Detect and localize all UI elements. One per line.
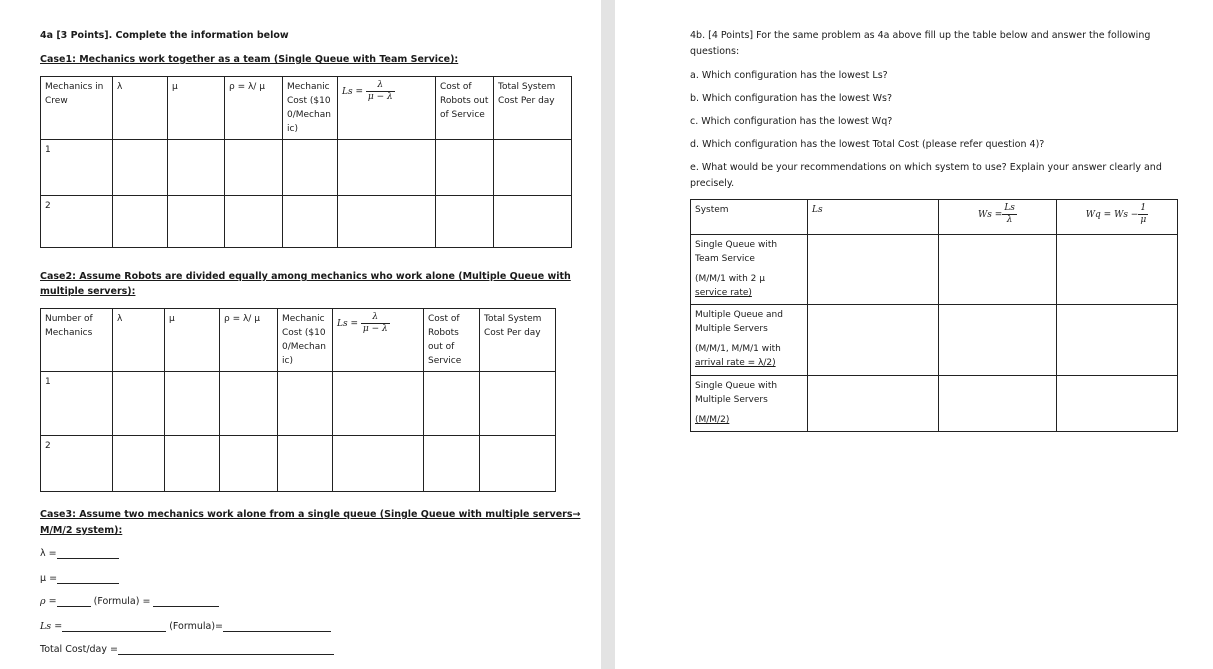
case2-cell [424, 436, 480, 492]
case2-heading-line2: multiple servers): [40, 286, 136, 297]
system-line3: (M/M/1, M/M/1 with [695, 344, 781, 354]
case3-lambda-line [40, 548, 119, 559]
case1-header-total-cost: Total System Cost Per day [494, 77, 572, 140]
case1-ls-label: Ls = [342, 87, 363, 97]
q4b-line2: questions: [690, 46, 740, 57]
case2-header-mu: μ [165, 309, 220, 372]
case3-heading-line2: M/M/2 system): [40, 525, 123, 536]
case1-header-robot-cost: Cost of Robots out of Service [436, 77, 494, 140]
total-cost-label: Total Cost/day = [40, 644, 118, 655]
q4b-line1: 4b. [4 Points] For the same problem as 4a above fill up the table below and answer the following [690, 30, 1151, 41]
system-line2: Multiple Servers [695, 395, 768, 405]
table-cell [939, 305, 1057, 376]
header-system: System [691, 200, 808, 235]
ls-numerator: λ [366, 80, 395, 92]
case2-cell [424, 372, 480, 436]
header-ls [808, 200, 939, 235]
table-cell [1057, 376, 1178, 432]
formula-blank[interactable] [153, 596, 219, 607]
ls-denominator: μ − λ [367, 92, 393, 102]
mu-label: μ = [40, 573, 58, 584]
header-ws [939, 200, 1057, 235]
case1-cell [494, 196, 572, 248]
case1-row-label: 2 [41, 196, 113, 248]
total-cost-blank[interactable] [118, 644, 334, 655]
case3-total-cost-line [40, 644, 334, 655]
case1-cell [225, 196, 283, 248]
left-page [0, 0, 601, 669]
row-system-label [691, 235, 808, 305]
case2-header-mechanic-cost: Mechanic Cost ($100/Mechanic) [278, 309, 333, 372]
question-e: e. What would be your recommendations on which system to use? Explain your answer clearly and [690, 162, 1162, 173]
case1-header-rho: ρ = λ/ μ [225, 77, 283, 140]
case1-header-lambda: λ [113, 77, 168, 140]
ws-label: Ws = [978, 210, 1003, 220]
ls-denominator: μ − λ [362, 324, 388, 334]
lambda-blank[interactable] [57, 548, 119, 559]
header-wq [1057, 200, 1178, 235]
wq-formula [1138, 203, 1148, 226]
case2-header-total-cost: Total System Cost Per day [480, 309, 556, 372]
formula2-blank[interactable] [223, 621, 331, 632]
case2-table [40, 308, 556, 492]
system-line4: arrival rate = λ/2) [695, 358, 776, 368]
table-cell [939, 376, 1057, 432]
case1-header-crew: Mechanics in Crew [41, 77, 113, 140]
case1-header-mechanic-cost: Mechanic Cost ($100/Mechanic) [283, 77, 338, 140]
ls-blank[interactable] [62, 621, 166, 632]
right-page [615, 0, 1213, 669]
wq-label: Wq = Ws − [1085, 210, 1139, 220]
case2-row-label: 2 [41, 436, 113, 492]
row-system-label [691, 376, 808, 432]
case2-cell [278, 372, 333, 436]
case1-cell [338, 140, 436, 196]
lambda-label: λ = [40, 548, 57, 559]
rho-blank[interactable] [57, 596, 91, 607]
case2-cell [113, 436, 165, 492]
case1-cell [338, 196, 436, 248]
case2-ls-label: Ls = [337, 319, 358, 329]
case2-cell [113, 372, 165, 436]
ws-numerator: Ls [1004, 203, 1015, 213]
question-c: c. Which configuration has the lowest Wq? [690, 116, 893, 127]
case3-heading-line1: Case3: Assume two mechanics work alone from a single queue (Single Queue with multiple servers→ [40, 509, 581, 520]
case1-cell [283, 196, 338, 248]
case2-cell [333, 372, 424, 436]
ws-formula [1002, 203, 1017, 226]
case1-header-mu: μ [168, 77, 225, 140]
case2-heading-line1: Case2: Assume Robots are divided equally among mechanics who work alone (Multiple Queue with [40, 271, 571, 282]
case2-cell [165, 436, 220, 492]
case2-header-robot-cost: Cost of Robots out of Service [424, 309, 480, 372]
question-d: d. Which configuration has the lowest Total Cost (please refer question 4)? [690, 139, 1045, 150]
system-line4: service rate) [695, 288, 752, 298]
question-e-cont: precisely. [690, 178, 735, 189]
q4a-title: 4a [3 Points]. Complete the information below [40, 30, 289, 41]
table-cell [1057, 235, 1178, 305]
system-line1: Single Queue with [695, 240, 778, 250]
question-b: b. Which configuration has the lowest Ws? [690, 93, 892, 104]
case1-cell [113, 196, 168, 248]
case2-ls-formula [361, 312, 390, 335]
case2-cell [165, 372, 220, 436]
case1-ls-formula [366, 80, 395, 103]
case2-header-number: Number of Mechanics [41, 309, 113, 372]
row-system-label [691, 305, 808, 376]
system-line1: Single Queue with [695, 381, 778, 391]
page-gap [601, 0, 615, 669]
rho-label: ρ = [40, 596, 57, 607]
case3-rho-line [40, 596, 219, 607]
ws-denominator: λ [1006, 215, 1013, 225]
case2-row-label: 1 [41, 372, 113, 436]
table-cell [939, 235, 1057, 305]
system-line2: Team Service [695, 254, 755, 264]
case1-row-label: 1 [41, 140, 113, 196]
case2-cell [480, 436, 556, 492]
case3-mu-line [40, 573, 119, 584]
wq-denominator: μ [1140, 215, 1147, 225]
case1-cell [494, 140, 572, 196]
ls-header-text: Ls [812, 205, 823, 215]
case1-cell [113, 140, 168, 196]
case2-cell [220, 436, 278, 492]
formula-label: (Formula) = [93, 596, 151, 607]
case3-ls-line [40, 621, 331, 632]
case2-cell [480, 372, 556, 436]
system-line2: Multiple Servers [695, 324, 768, 334]
system-line3: (M/M/2) [695, 415, 730, 425]
mu-blank[interactable] [57, 573, 119, 584]
case1-cell [168, 140, 225, 196]
question-a: a. Which configuration has the lowest Ls? [690, 70, 888, 81]
system-line3: (M/M/1 with 2 μ [695, 274, 765, 284]
case1-cell [436, 140, 494, 196]
table-cell [808, 305, 939, 376]
case2-cell [278, 436, 333, 492]
case2-header-rho: ρ = λ/ μ [220, 309, 278, 372]
config-table [690, 199, 1178, 432]
case1-header-ls [338, 77, 436, 140]
formula2-label: (Formula)= [169, 621, 223, 632]
wq-numerator: 1 [1138, 203, 1148, 215]
case1-cell [283, 140, 338, 196]
case2-cell [333, 436, 424, 492]
case1-cell [168, 196, 225, 248]
table-cell [1057, 305, 1178, 376]
case1-cell [225, 140, 283, 196]
table-cell [808, 235, 939, 305]
case1-heading: Case1: Mechanics work together as a team (Single Queue with Team Service): [40, 54, 459, 65]
case2-cell [220, 372, 278, 436]
case1-table [40, 76, 572, 248]
case2-header-ls [333, 309, 424, 372]
ls-label: Ls = [40, 621, 63, 632]
system-line1: Multiple Queue and [695, 310, 783, 320]
case1-cell [436, 196, 494, 248]
ls-numerator: λ [361, 312, 390, 324]
table-cell [808, 376, 939, 432]
case2-header-lambda: λ [113, 309, 165, 372]
